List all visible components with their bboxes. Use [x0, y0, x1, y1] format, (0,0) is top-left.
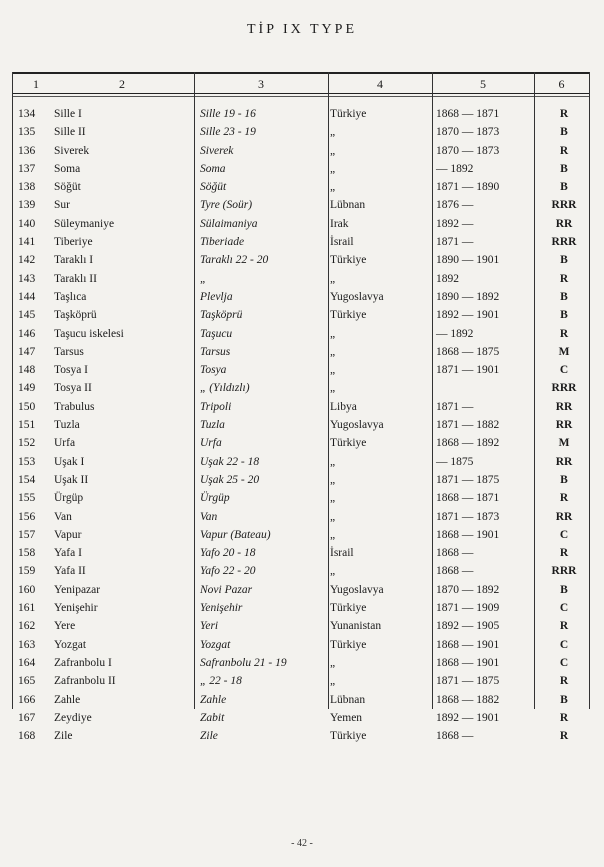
- country: „: [330, 492, 336, 505]
- table-row: [12, 160, 590, 178]
- country: „: [330, 510, 336, 523]
- header-rule: [12, 93, 590, 94]
- place-name: Taraklı I: [54, 254, 94, 267]
- place-name: Van: [54, 510, 72, 523]
- country: Lübnan: [330, 693, 366, 706]
- years-used: — 1892: [436, 162, 474, 175]
- row-number: 141: [18, 236, 36, 249]
- table-row: [12, 343, 590, 361]
- place-name: Tuzla: [54, 419, 80, 432]
- table-row: [12, 361, 590, 379]
- stamp-inscription: Tarsus: [200, 345, 231, 358]
- rarity-grade: R: [559, 108, 569, 120]
- stamp-inscription: Urfa: [200, 437, 222, 450]
- country: „: [330, 272, 336, 285]
- place-name: Siverek: [54, 144, 90, 157]
- years-used: 1868 — 1901: [436, 656, 500, 669]
- country: „: [330, 364, 336, 377]
- stamp-inscription: Zile: [200, 730, 218, 743]
- table-row: [12, 544, 590, 562]
- stamp-inscription: Zabit: [200, 711, 225, 724]
- place-name: Taşucu iskelesi: [54, 327, 124, 340]
- years-used: 1868 — 1871: [436, 492, 500, 505]
- country: Türkiye: [330, 602, 367, 615]
- table-row: [12, 196, 590, 214]
- rarity-grade: B: [560, 583, 568, 596]
- table-row: [12, 636, 590, 654]
- table-row: [12, 526, 590, 544]
- rarity-grade: RRR: [551, 382, 577, 395]
- row-number: 157: [18, 528, 36, 541]
- stamp-inscription: Ürgüp: [200, 492, 230, 505]
- table-row: [12, 142, 590, 160]
- rarity-grade: R: [559, 492, 569, 505]
- row-number: 144: [18, 290, 36, 303]
- stamp-inscription: Yeri: [200, 620, 219, 633]
- rarity-grade: RR: [555, 510, 573, 523]
- row-number: 142: [18, 254, 36, 267]
- country: Yugoslavya: [330, 583, 384, 596]
- country: „: [330, 656, 336, 669]
- stamp-inscription: „ (Yıldızlı): [200, 382, 250, 395]
- country: Yunanistan: [330, 620, 382, 633]
- years-used: 1892 — 1901: [436, 309, 500, 322]
- table-body: [12, 105, 590, 745]
- country: Irak: [330, 217, 349, 230]
- place-name: Uşak I: [54, 455, 85, 468]
- rarity-grade: B: [560, 473, 568, 486]
- column-header-1: 1: [33, 77, 39, 91]
- years-used: 1890 — 1901: [436, 254, 500, 267]
- country: „: [330, 565, 336, 578]
- country: Türkiye: [330, 254, 367, 267]
- rarity-grade: R: [559, 144, 569, 157]
- place-name: Söğüt: [54, 181, 81, 194]
- table-row: [12, 691, 590, 709]
- country: Yugoslavya: [330, 290, 384, 303]
- rarity-grade: RRR: [551, 236, 577, 249]
- country: Lübnan: [330, 199, 366, 212]
- place-name: Yafa II: [54, 565, 86, 578]
- years-used: 1871 — 1875: [436, 473, 500, 486]
- country: Türkiye: [330, 108, 367, 120]
- rarity-grade: RR: [555, 455, 573, 468]
- years-used: 1871 — 1882: [436, 419, 500, 432]
- row-number: 145: [18, 309, 36, 322]
- country: „: [330, 345, 336, 358]
- table-row: [12, 672, 590, 690]
- stamp-inscription: Vapur (Bateau): [200, 528, 271, 541]
- country: „: [330, 382, 336, 395]
- column-header-2: 2: [119, 77, 125, 91]
- country: „: [330, 181, 336, 194]
- stamp-inscription: Siverek: [200, 144, 234, 157]
- years-used: 1871 — 1890: [436, 181, 500, 194]
- rarity-grade: C: [559, 528, 569, 541]
- place-name: Süleymaniye: [54, 217, 115, 230]
- stamp-inscription: Safranbolu 21 - 19: [200, 656, 287, 669]
- stamp-inscription: Tiberiade: [200, 236, 245, 249]
- row-number: 138: [18, 181, 36, 194]
- table-row: [12, 727, 590, 745]
- country: Libya: [330, 400, 357, 413]
- country: İsrail: [330, 236, 354, 249]
- years-used: 1870 — 1873: [436, 126, 500, 139]
- row-number: 150: [18, 400, 36, 413]
- rarity-grade: C: [559, 656, 569, 669]
- row-number: 140: [18, 217, 36, 230]
- place-name: Tarsus: [54, 345, 84, 358]
- stamp-inscription: Zahle: [200, 693, 227, 706]
- stamp-inscription: Uşak 22 - 18: [200, 455, 260, 468]
- table-row: [12, 215, 590, 233]
- years-used: 1868 — 1875: [436, 345, 500, 358]
- row-number: 160: [18, 583, 36, 596]
- country: „: [330, 144, 336, 157]
- header-rule-double: [12, 96, 590, 97]
- table-row: [12, 434, 590, 452]
- years-used: 1871 — 1873: [436, 510, 500, 523]
- table-top-rule: [12, 72, 590, 74]
- country: „: [330, 675, 336, 688]
- place-name: Taşlıca: [54, 290, 87, 303]
- stamp-inscription: Uşak 25 - 20: [200, 473, 260, 486]
- years-used: 1868 —: [436, 565, 474, 578]
- place-name: Urfa: [54, 437, 76, 450]
- years-used: 1871 —: [436, 236, 474, 249]
- row-number: 159: [18, 565, 36, 578]
- stamp-inscription: „ 22 - 18: [200, 675, 242, 688]
- stamp-inscription: Van: [200, 510, 218, 523]
- years-used: 1868 —: [436, 547, 474, 560]
- years-used: 1892 — 1901: [436, 711, 500, 724]
- row-number: 155: [18, 492, 36, 505]
- row-number: 135: [18, 126, 36, 139]
- table-row: [12, 508, 590, 526]
- place-name: Uşak II: [54, 473, 89, 486]
- place-name: Zahle: [54, 693, 81, 706]
- years-used: 1868 — 1882: [436, 693, 500, 706]
- rarity-grade: RR: [555, 419, 573, 432]
- years-used: 1870 — 1892: [436, 583, 500, 596]
- place-name: Yere: [54, 620, 76, 633]
- place-name: Sille I: [54, 108, 82, 120]
- stamp-inscription: Novi Pazar: [200, 583, 253, 596]
- years-used: 1892: [436, 272, 459, 285]
- country: Türkiye: [330, 309, 367, 322]
- rarity-grade: B: [560, 290, 568, 303]
- rarity-grade: C: [559, 364, 569, 377]
- table-row: [12, 379, 590, 397]
- country: Türkiye: [330, 730, 367, 743]
- table-row: [12, 709, 590, 727]
- row-number: 152: [18, 437, 36, 450]
- row-number: 167: [18, 711, 36, 724]
- stamp-inscription: Söğüt: [200, 181, 227, 194]
- row-number: 151: [18, 419, 36, 432]
- rarity-grade: R: [559, 711, 569, 724]
- table-row: [12, 471, 590, 489]
- stamp-inscription: Tosya: [200, 364, 227, 377]
- table-row: [12, 562, 590, 580]
- stamp-inscription: Yozgat: [200, 638, 231, 651]
- place-name: Yenipazar: [54, 583, 101, 596]
- place-name: Taraklı II: [54, 272, 97, 285]
- table-row: [12, 270, 590, 288]
- country: „: [330, 126, 336, 139]
- years-used: 1876 —: [436, 199, 474, 212]
- row-number: 134: [18, 108, 36, 120]
- country: „: [330, 327, 336, 340]
- rarity-grade: R: [559, 327, 569, 340]
- place-name: Yafa I: [54, 547, 82, 560]
- place-name: Zile: [54, 730, 73, 743]
- table-row: [12, 617, 590, 635]
- table-row: [12, 489, 590, 507]
- years-used: 1871 — 1901: [436, 364, 500, 377]
- row-number: 149: [18, 382, 36, 395]
- table-row: [12, 654, 590, 672]
- stamp-inscription: Tripoli: [200, 400, 232, 413]
- row-number: 139: [18, 199, 36, 212]
- place-name: Tosya I: [54, 364, 89, 377]
- row-number: 156: [18, 510, 36, 523]
- table-row: [12, 233, 590, 251]
- years-used: 1871 — 1909: [436, 602, 500, 615]
- rarity-grade: R: [559, 675, 569, 688]
- years-used: 1868 — 1871: [436, 108, 500, 120]
- years-used: 1870 — 1873: [436, 144, 500, 157]
- table-row: [12, 398, 590, 416]
- place-name: Vapur: [54, 528, 82, 541]
- place-name: Tosya II: [54, 382, 92, 395]
- stamp-inscription: Yenişehir: [200, 602, 243, 615]
- stamp-inscription: Taraklı 22 - 20: [200, 254, 269, 267]
- rarity-grade: RR: [555, 400, 573, 413]
- column-header-3: 3: [258, 77, 264, 91]
- place-name: Sur: [54, 199, 70, 212]
- rarity-grade: R: [559, 272, 569, 285]
- stamp-inscription: Yafo 22 - 20: [200, 565, 256, 578]
- place-name: Tiberiye: [54, 236, 93, 249]
- rarity-grade: C: [559, 602, 569, 615]
- rarity-grade: B: [560, 162, 568, 175]
- years-used: 1871 —: [436, 400, 474, 413]
- rarity-grade: R: [559, 547, 569, 560]
- row-number: 148: [18, 364, 36, 377]
- table-row: [12, 325, 590, 343]
- table-row: [12, 105, 590, 123]
- stamp-inscription: Sille 23 - 19: [200, 126, 256, 139]
- rarity-grade: R: [559, 730, 569, 743]
- row-number: 163: [18, 638, 36, 651]
- rarity-grade: B: [560, 126, 568, 139]
- column-header-6: 6: [558, 77, 565, 91]
- rarity-grade: R: [559, 620, 569, 633]
- row-number: 161: [18, 602, 36, 615]
- stamp-inscription: „: [200, 272, 207, 285]
- place-name: Zafranbolu II: [54, 675, 116, 688]
- years-used: 1892 — 1905: [436, 620, 500, 633]
- rarity-grade: B: [560, 181, 568, 194]
- stamp-inscription: Sülaimaniya: [200, 217, 258, 230]
- place-name: Zeydiye: [54, 711, 92, 724]
- stamp-inscription: Soma: [200, 162, 226, 175]
- rarity-grade: RR: [555, 217, 573, 230]
- place-name: Yozgat: [54, 638, 87, 651]
- years-used: 1892 —: [436, 217, 474, 230]
- rarity-grade: B: [560, 254, 568, 267]
- table-row: [12, 123, 590, 141]
- place-name: Sille II: [54, 126, 86, 139]
- rarity-grade: M: [558, 437, 570, 450]
- table-row: [12, 416, 590, 434]
- row-number: 165: [18, 675, 36, 688]
- row-number: 154: [18, 473, 36, 486]
- country: „: [330, 473, 336, 486]
- place-name: Taşköprü: [54, 309, 97, 322]
- place-name: Zafranbolu I: [54, 656, 112, 669]
- stamp-inscription: Tyre (Soür): [200, 199, 253, 212]
- stamp-table: [12, 72, 590, 743]
- row-number: 158: [18, 547, 36, 560]
- stamp-inscription: Plevlja: [200, 290, 233, 303]
- table-row: [12, 599, 590, 617]
- rarity-grade: C: [559, 638, 569, 651]
- country: Türkiye: [330, 437, 367, 450]
- table-row: [12, 581, 590, 599]
- rarity-grade: RRR: [551, 199, 577, 212]
- stamp-inscription: Yafo 20 - 18: [200, 547, 256, 560]
- years-used: — 1875: [436, 455, 474, 468]
- table-row: [12, 306, 590, 324]
- years-used: 1868 — 1901: [436, 638, 500, 651]
- years-used: 1868 —: [436, 730, 474, 743]
- country: Türkiye: [330, 638, 367, 651]
- table-row: [12, 288, 590, 306]
- years-used: 1868 — 1892: [436, 437, 500, 450]
- years-used: 1890 — 1892: [436, 290, 500, 303]
- country: Yugoslavya: [330, 419, 384, 432]
- stamp-inscription: Tuzla: [200, 419, 225, 432]
- place-name: Ürgüp: [54, 492, 84, 505]
- row-number: 166: [18, 693, 36, 706]
- column-header-4: 4: [377, 77, 383, 91]
- years-used: — 1892: [436, 327, 474, 340]
- place-name: Trabulus: [54, 400, 95, 413]
- rarity-grade: M: [558, 345, 570, 358]
- rarity-grade: B: [560, 309, 568, 322]
- row-number: 136: [18, 144, 36, 157]
- table-row: [12, 178, 590, 196]
- country: „: [330, 162, 336, 175]
- rarity-grade: RRR: [551, 565, 577, 578]
- row-number: 168: [18, 730, 36, 743]
- country: Yemen: [330, 711, 363, 724]
- years-used: 1868 — 1901: [436, 528, 500, 541]
- row-number: 153: [18, 455, 36, 468]
- rarity-grade: B: [560, 693, 568, 706]
- column-header-5: 5: [480, 77, 486, 91]
- row-number: 137: [18, 162, 36, 175]
- country: İsrail: [330, 547, 354, 560]
- row-number: 143: [18, 272, 36, 285]
- row-number: 164: [18, 656, 36, 669]
- place-name: Soma: [54, 162, 81, 175]
- place-name: Yenişehir: [54, 602, 98, 615]
- page-number: - 42 -: [291, 838, 313, 849]
- country: „: [330, 455, 336, 468]
- stamp-inscription: Taşucu: [200, 327, 233, 340]
- country: „: [330, 528, 336, 541]
- page-title: TİP IX TYPE: [247, 22, 357, 37]
- table-row: [12, 453, 590, 471]
- stamp-inscription: Taşköprü: [200, 309, 243, 322]
- table-row: [12, 251, 590, 269]
- row-number: 146: [18, 327, 36, 340]
- row-number: 147: [18, 345, 36, 358]
- years-used: 1871 — 1875: [436, 675, 500, 688]
- row-number: 162: [18, 620, 36, 633]
- stamp-inscription: Sille 19 - 16: [200, 108, 256, 120]
